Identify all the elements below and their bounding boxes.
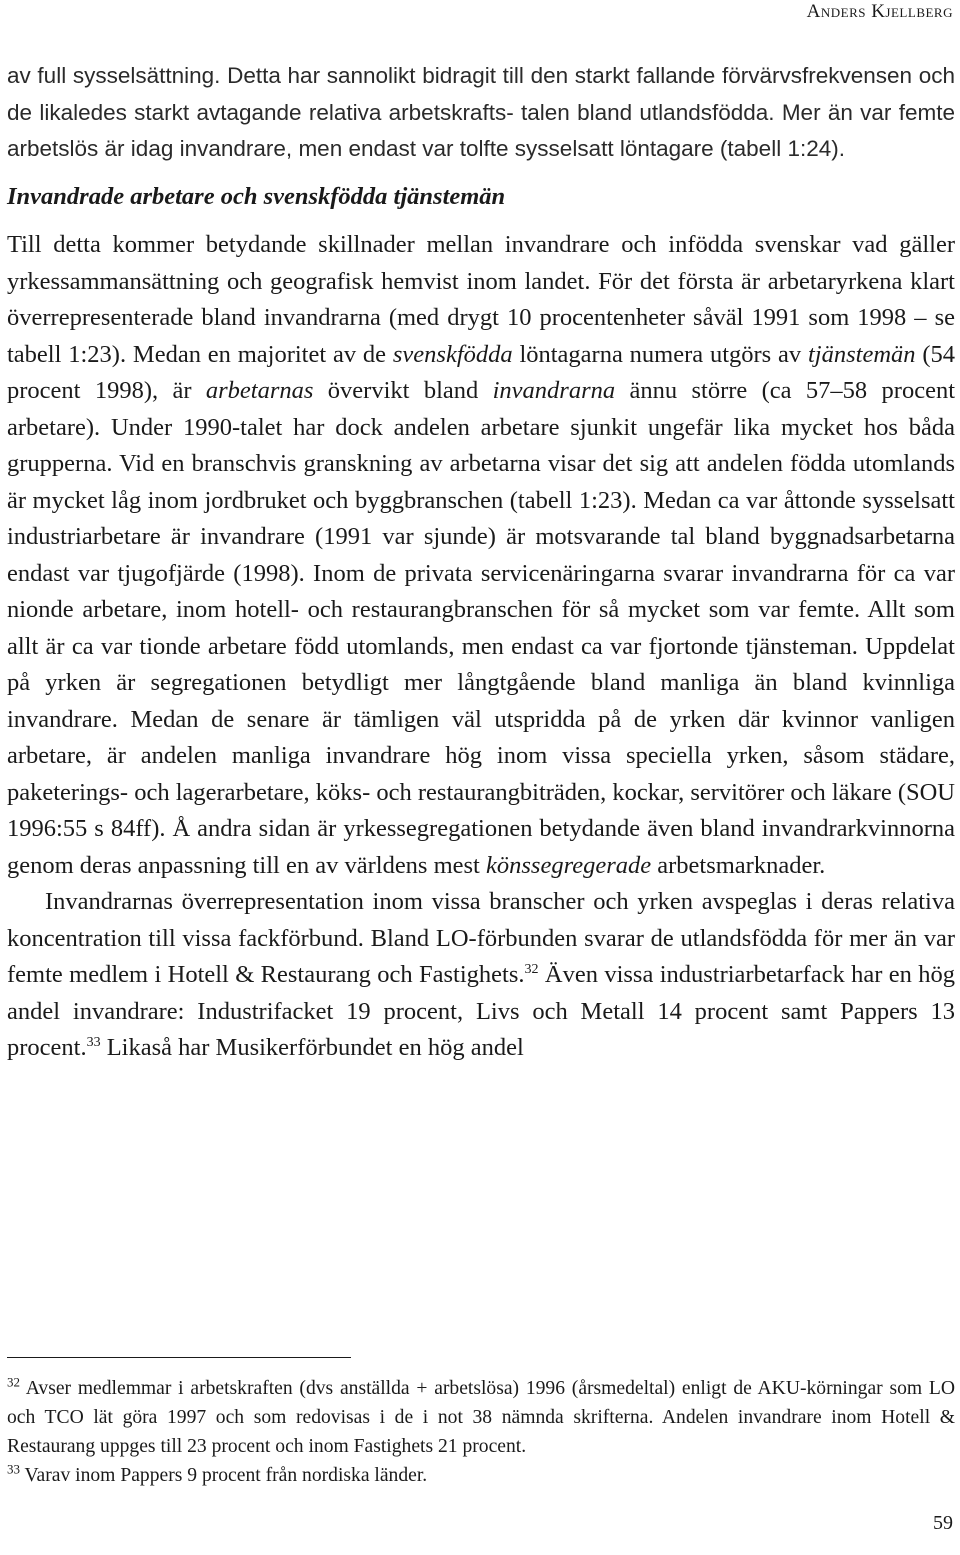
italic-term: invandrarna: [492, 377, 616, 404]
text-run: Invandrarnas överrepresentation inom vissa branscher och yrken avspeglas i deras relativa koncentration till vissa fackförbund. Bland LO-förbunden svarar de utlandsfödda för mer än var femte medlem i Hotell & Restaurang och Fastighets.: [7, 888, 955, 988]
intro-line: talen bland utlandsfödda. Mer än var femte arbetslös är idag invandrare,: [7, 99, 955, 161]
italic-term: svenskfödda: [392, 340, 513, 368]
italic-term: könssegregerade: [486, 851, 652, 879]
footnote-text: Varav inom Pappers 9 procent från nordiska länder.: [24, 1465, 428, 1486]
text-run: Likaså har Musikerförbundet en hög andel: [100, 1034, 524, 1061]
text-run: övervikt bland: [313, 377, 493, 404]
text-run: löntagarna numera utgörs av: [512, 340, 808, 368]
footnote-ref[interactable]: 32: [524, 961, 539, 977]
footnote-divider: [7, 1357, 351, 1358]
page-number: 59: [933, 1512, 953, 1534]
intro-line: förvärvsfrekvensen och de likaledes starkt avtagande relativa arbetskrafts-: [7, 63, 955, 125]
footnote-number: 32: [7, 1374, 20, 1390]
footnote-text: Avser medlemmar i arbetskraften (dvs anställda + arbetslösa) 1996 (årsmedeltal) enligt de AKU-körningar som LO och TCO lät göra 1997 och som redovisas i de i not 38 nämnda skrifterna. Andelen invandrare inom Hotell & Restaurang uppges till 23 procent och inom Fastighets 21 procent.: [7, 1378, 955, 1457]
text-run: Till detta kommer betydande skillnader mellan invandrare och infödda svenskar vad gäller yrkessammansättning och geografisk hemvist inom landet. För det första är arbetaryrkena klart överrepresenterade bland invandrarna (med drygt 10 procentenheter såväl 1991 som 1998 – se tabell 1:23). Medan en majoritet av de: [7, 231, 955, 368]
main-text: [7, 58, 955, 1067]
running-head-author: Anders Kjellberg: [806, 1, 953, 22]
footnote-32: [7, 1374, 955, 1461]
footnotes: [7, 1374, 955, 1490]
page: [7, 0, 955, 1555]
body-paragraph-2: [7, 884, 955, 1067]
section-heading: Invandrade arbetare och svenskfödda tjänstemän: [7, 182, 506, 210]
text-run: (54 procent 1998), är: [7, 340, 955, 404]
body-paragraph-1: [7, 227, 955, 884]
footnote-ref[interactable]: 33: [86, 1034, 101, 1050]
italic-term: tjänstemän: [807, 340, 916, 368]
intro-paragraph: [7, 58, 955, 168]
footnote-33: [7, 1461, 955, 1490]
text-run: ännu större (ca 57–58 procent arbetare). Under 1990-talet har dock andelen arbetare sjunkit ungefär lika mycket hos båda grupperna. Vid en branschvis granskning av arbetarna visar det sig att andelen födda utomlands är mycket låg inom jordbruket och byggbranschen (tabell 1:23). Medan ca var åttonde sysselsatt industriarbetare är invandrare (1991 var sjunde) är motsvarande tal bland byggnadsarbetarna endast var tjugofjärde (1998). Inom de privata servicenäringarna svarar invandrarna för ca var nionde arbetare, inom hotell- och restaurangbranschen för så mycket som var femte. Allt som allt är ca var tionde arbetare född utomlands, men endast ca var fjortonde tjänsteman. Uppdelat på yrken är segregationen betydligt mer långtgående bland manliga än bland kvinnliga invandrare. Medan de senare är tämligen väl utspridda på de yrken där kvinnor vanligen arbetare, är andelen manliga invandrare hög inom vissa speciella yrken, såsom städare, paketerings- och lagerarbetare, köks- och restaurangbiträden, kockar, servitörer och läkare (SOU 1996:55 s 84ff). Å andra sidan är yrkessegregationen betydande även bland invandrarkvinnorna genom deras anpassning till en av världens mest: [7, 377, 956, 879]
italic-term: arbetarnas: [205, 377, 314, 404]
footnote-number: 33: [7, 1461, 20, 1477]
intro-line: men endast var tolfte sysselsatt löntagare (tabell 1:24).: [298, 136, 845, 161]
text-run: arbetsmarknader.: [651, 851, 826, 879]
text-run: Även vissa industriarbetarfack har en hög andel invandrare: Industrifacket 19 procent, Livs och Metall 14 procent samt Pappers 13 procent.: [7, 961, 955, 1061]
intro-line: av full sysselsättning. Detta har sannolikt bidragit till den starkt fallande: [7, 63, 716, 88]
